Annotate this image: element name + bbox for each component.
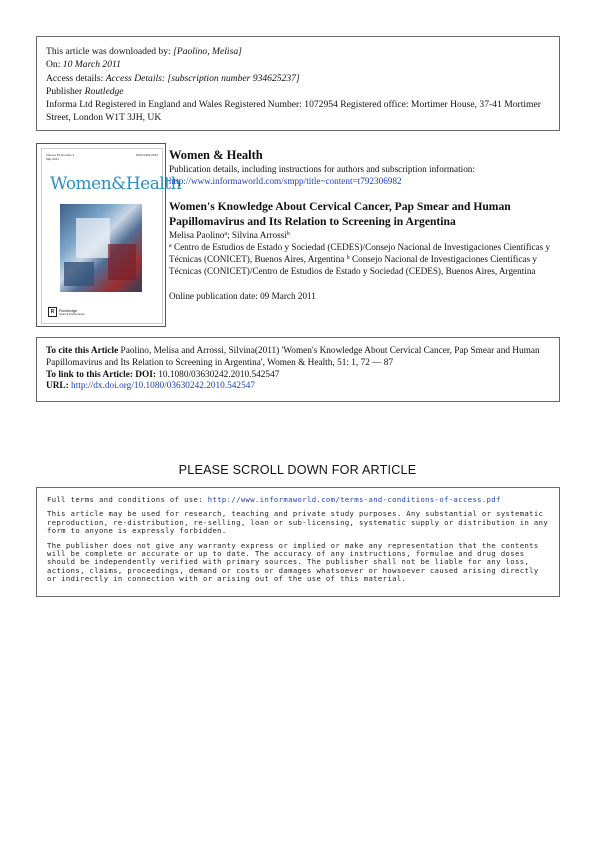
journal-cover-image bbox=[41, 148, 182, 324]
citation-box bbox=[36, 337, 560, 402]
url-label: URL: bbox=[46, 381, 69, 392]
author-affiliation-mark: a bbox=[224, 231, 228, 237]
publisher-label: Publisher bbox=[46, 85, 83, 97]
url-line bbox=[46, 381, 550, 393]
doi-line bbox=[46, 370, 550, 382]
access-details-value: Access Details: [subscription number 934625237] bbox=[105, 72, 300, 84]
cover-publisher-logo bbox=[48, 307, 85, 317]
terms-disclaimer-paragraph: The publisher does not give any warranty express or implied or make any representation that the contents will be complete or accurate or up to date. The accuracy of any instructions, formulae and drug doses should be independently verified with primary sources. The publisher shall not be liable for any loss, actions, claims, proceedings, demand or costs or damages whatsoever or howsoever caused arising directly or indirectly in connection with or arising out of the use of this material. bbox=[47, 540, 539, 584]
affiliation-mark: a bbox=[169, 243, 172, 249]
author-name: Melisa Paolino bbox=[169, 230, 225, 240]
affiliation-b: Consejo Nacional de Investigaciones Científicas y Técnicas (CONICET)/Centro de Estudios de Estado y Sociedad (CEDES), Buenos Aires, Argentina bbox=[169, 254, 537, 276]
download-info-box bbox=[36, 36, 560, 131]
cover-volume: Volume 51 Number 1 bbox=[46, 153, 75, 157]
authors bbox=[169, 229, 559, 241]
article-info bbox=[169, 148, 559, 302]
terms-usage-paragraph: This article may be used for research, teaching and private study purposes. Any substantial or systematic reproduction, re-distribution, re-selling, loan or sub-licensing, systematic supply or distribution in any form to anyone is expressly forbidden. bbox=[47, 509, 549, 536]
terms-link[interactable]: http://www.informaworld.com/terms-and-conditions-of-access.pdf bbox=[207, 495, 501, 504]
routledge-icon: R bbox=[48, 307, 57, 317]
journal-title: Women & Health bbox=[169, 148, 263, 162]
cover-publisher-name: Routledge bbox=[59, 308, 78, 313]
cover-journal-logo: Women&Health bbox=[50, 174, 182, 194]
journal-cover-frame bbox=[36, 143, 182, 327]
cover-publisher-sub: Taylor & Francis Group bbox=[59, 313, 85, 316]
publication-details: Publication details, including instructions for authors and subscription information: bbox=[169, 164, 475, 174]
cover-artwork bbox=[60, 204, 142, 292]
cover-date: May 2011 bbox=[46, 157, 59, 161]
download-date-value: 10 March 2011 bbox=[62, 59, 121, 71]
registered-office-text: Informa Ltd Registered in England and Wales Registered Number: 1072954 Registered office: Mortimer House, 37-41 Mortimer Street, London W1T 3JH, UK bbox=[46, 99, 541, 124]
access-details-label: Access details: bbox=[46, 72, 104, 84]
cite-label: To cite this Article bbox=[46, 346, 119, 356]
doi-value: 10.1080/03630242.2010.542547 bbox=[155, 369, 280, 380]
doi-label: To link to this Article: DOI: bbox=[46, 369, 156, 380]
publisher-value: Routledge bbox=[84, 85, 124, 97]
affiliations bbox=[169, 241, 559, 277]
author-name: ; Silvina Arrossi bbox=[227, 230, 287, 240]
online-publication-date: Online publication date: 09 March 2011 bbox=[169, 291, 316, 301]
citation-text bbox=[46, 346, 550, 370]
affiliation-mark: b bbox=[346, 255, 350, 261]
terms-box bbox=[36, 487, 560, 597]
journal-url-link[interactable]: http://www.informaworld.com/smpp/title~content=t792306982 bbox=[169, 176, 402, 186]
terms-label: Full terms and conditions of use: bbox=[47, 495, 208, 504]
author-affiliation-mark: b bbox=[286, 231, 290, 237]
article-url-link[interactable]: http://dx.doi.org/10.1080/03630242.2010.542547 bbox=[68, 381, 256, 392]
scroll-down-notice: PLEASE SCROLL DOWN FOR ARTICLE bbox=[178, 463, 417, 477]
downloaded-by-value: [Paolino, Melisa] bbox=[173, 46, 242, 57]
download-date-label: On: bbox=[46, 59, 61, 71]
cite-text: Paolino, Melisa and Arrossi, Silvina(2011) 'Women's Knowledge About Cervical Cancer, Pap Smear and Human Papillomavirus and Its Relation to Screening in Argentina', Women & Health, 51: 1, 72 — 87 bbox=[46, 346, 540, 368]
affiliation-a: Centro de Estudios de Estado y Sociedad (CEDES)/Consejo Nacional de Investigaciones Científicas y Técnicas (CONICET), Buenos Aires, Argentina bbox=[169, 242, 551, 264]
terms-link-line bbox=[47, 496, 549, 504]
downloaded-by-label: This article was downloaded by: bbox=[46, 46, 171, 57]
article-title: Women's Knowledge About Cervical Cancer, Pap Smear and Human Papillomavirus and Its Relation to Screening in Argentina bbox=[169, 200, 511, 228]
cover-issn: ISSN 0363-0242 bbox=[135, 153, 158, 157]
